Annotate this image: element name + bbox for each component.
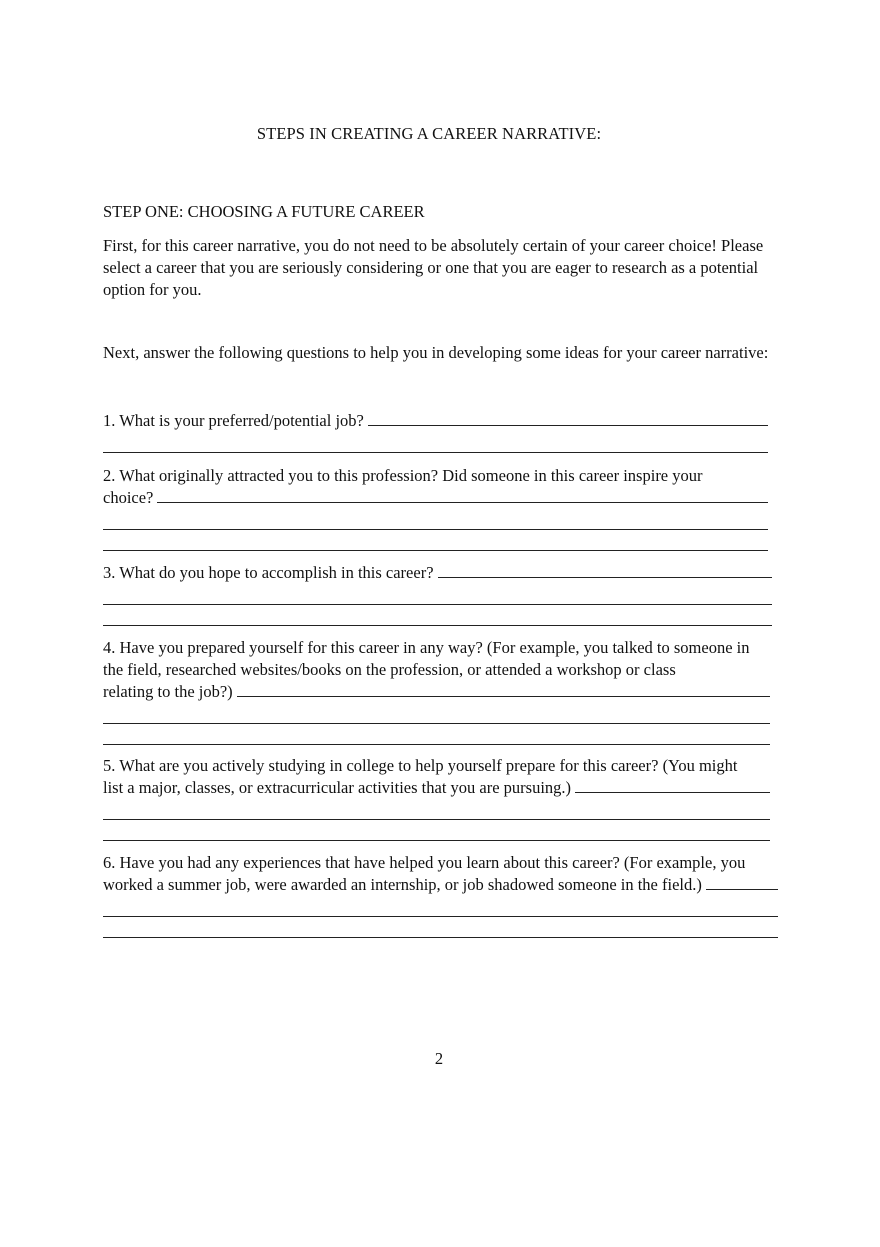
question-6-text: worked a summer job, were awarded an internship, or job shadowed someone in the field.) [103, 875, 702, 894]
question-2-answer-blank[interactable] [157, 488, 768, 503]
question-4-line [103, 681, 770, 703]
next-paragraph: Next, answer the following questions to help you in developing some ideas for your career narrative: [103, 343, 769, 362]
question-4-lead: 4. Have you prepared yourself for this career in any way? (For example, you talked to someone in the field, researched websites/books on the profession, or attended a workshop or class [103, 638, 750, 679]
question-2-line [103, 487, 768, 509]
question-4 [103, 637, 770, 745]
question-5-lead: 5. What are you actively studying in college to help yourself prepare for this career? (You might [103, 756, 738, 775]
question-2-lead: 2. What originally attracted you to this profession? Did someone in this career inspire your [103, 466, 703, 485]
intro-paragraph: First, for this career narrative, you do not need to be absolutely certain of your career choice! Please select a career that you are seriously considering or one that you are eager to research as a potential option for you. [103, 236, 764, 299]
step-heading: STEP ONE: CHOOSING A FUTURE CAREER [103, 202, 425, 221]
question-3-answer-blank[interactable] [438, 563, 772, 578]
answer-line[interactable] [103, 703, 770, 724]
question-3-text: 3. What do you hope to accomplish in this career? [103, 563, 434, 582]
answer-line[interactable] [103, 530, 768, 551]
answer-line[interactable] [103, 820, 770, 841]
answer-line[interactable] [103, 896, 778, 917]
answer-line[interactable] [103, 432, 768, 453]
question-6 [103, 852, 778, 938]
question-2-text: choice? [103, 488, 154, 507]
question-3 [103, 562, 772, 626]
question-5-line [103, 777, 770, 799]
question-1-text: 1. What is your preferred/potential job? [103, 411, 364, 430]
question-6-line [103, 874, 778, 896]
question-4-text: relating to the job?) [103, 682, 233, 701]
answer-line[interactable] [103, 799, 770, 820]
question-5-text: list a major, classes, or extracurricular activities that you are pursuing.) [103, 778, 572, 797]
answer-line[interactable] [103, 724, 770, 745]
question-5 [103, 755, 770, 841]
answer-line[interactable] [103, 509, 768, 530]
answer-line[interactable] [103, 584, 772, 605]
document-title: STEPS IN CREATING A CAREER NARRATIVE: [256, 124, 602, 143]
question-2 [103, 465, 768, 551]
question-1-line [103, 410, 768, 432]
question-5-answer-blank[interactable] [575, 778, 770, 793]
question-3-line [103, 562, 772, 584]
answer-line[interactable] [103, 917, 778, 938]
question-4-answer-blank[interactable] [237, 682, 770, 697]
question-6-lead: 6. Have you had any experiences that have helped you learn about this career? (For example, you [103, 853, 746, 872]
question-6-answer-blank[interactable] [706, 875, 778, 890]
question-1 [103, 410, 768, 453]
question-1-answer-blank[interactable] [368, 411, 768, 426]
answer-line[interactable] [103, 605, 772, 626]
page-number: 2 [434, 1049, 444, 1068]
